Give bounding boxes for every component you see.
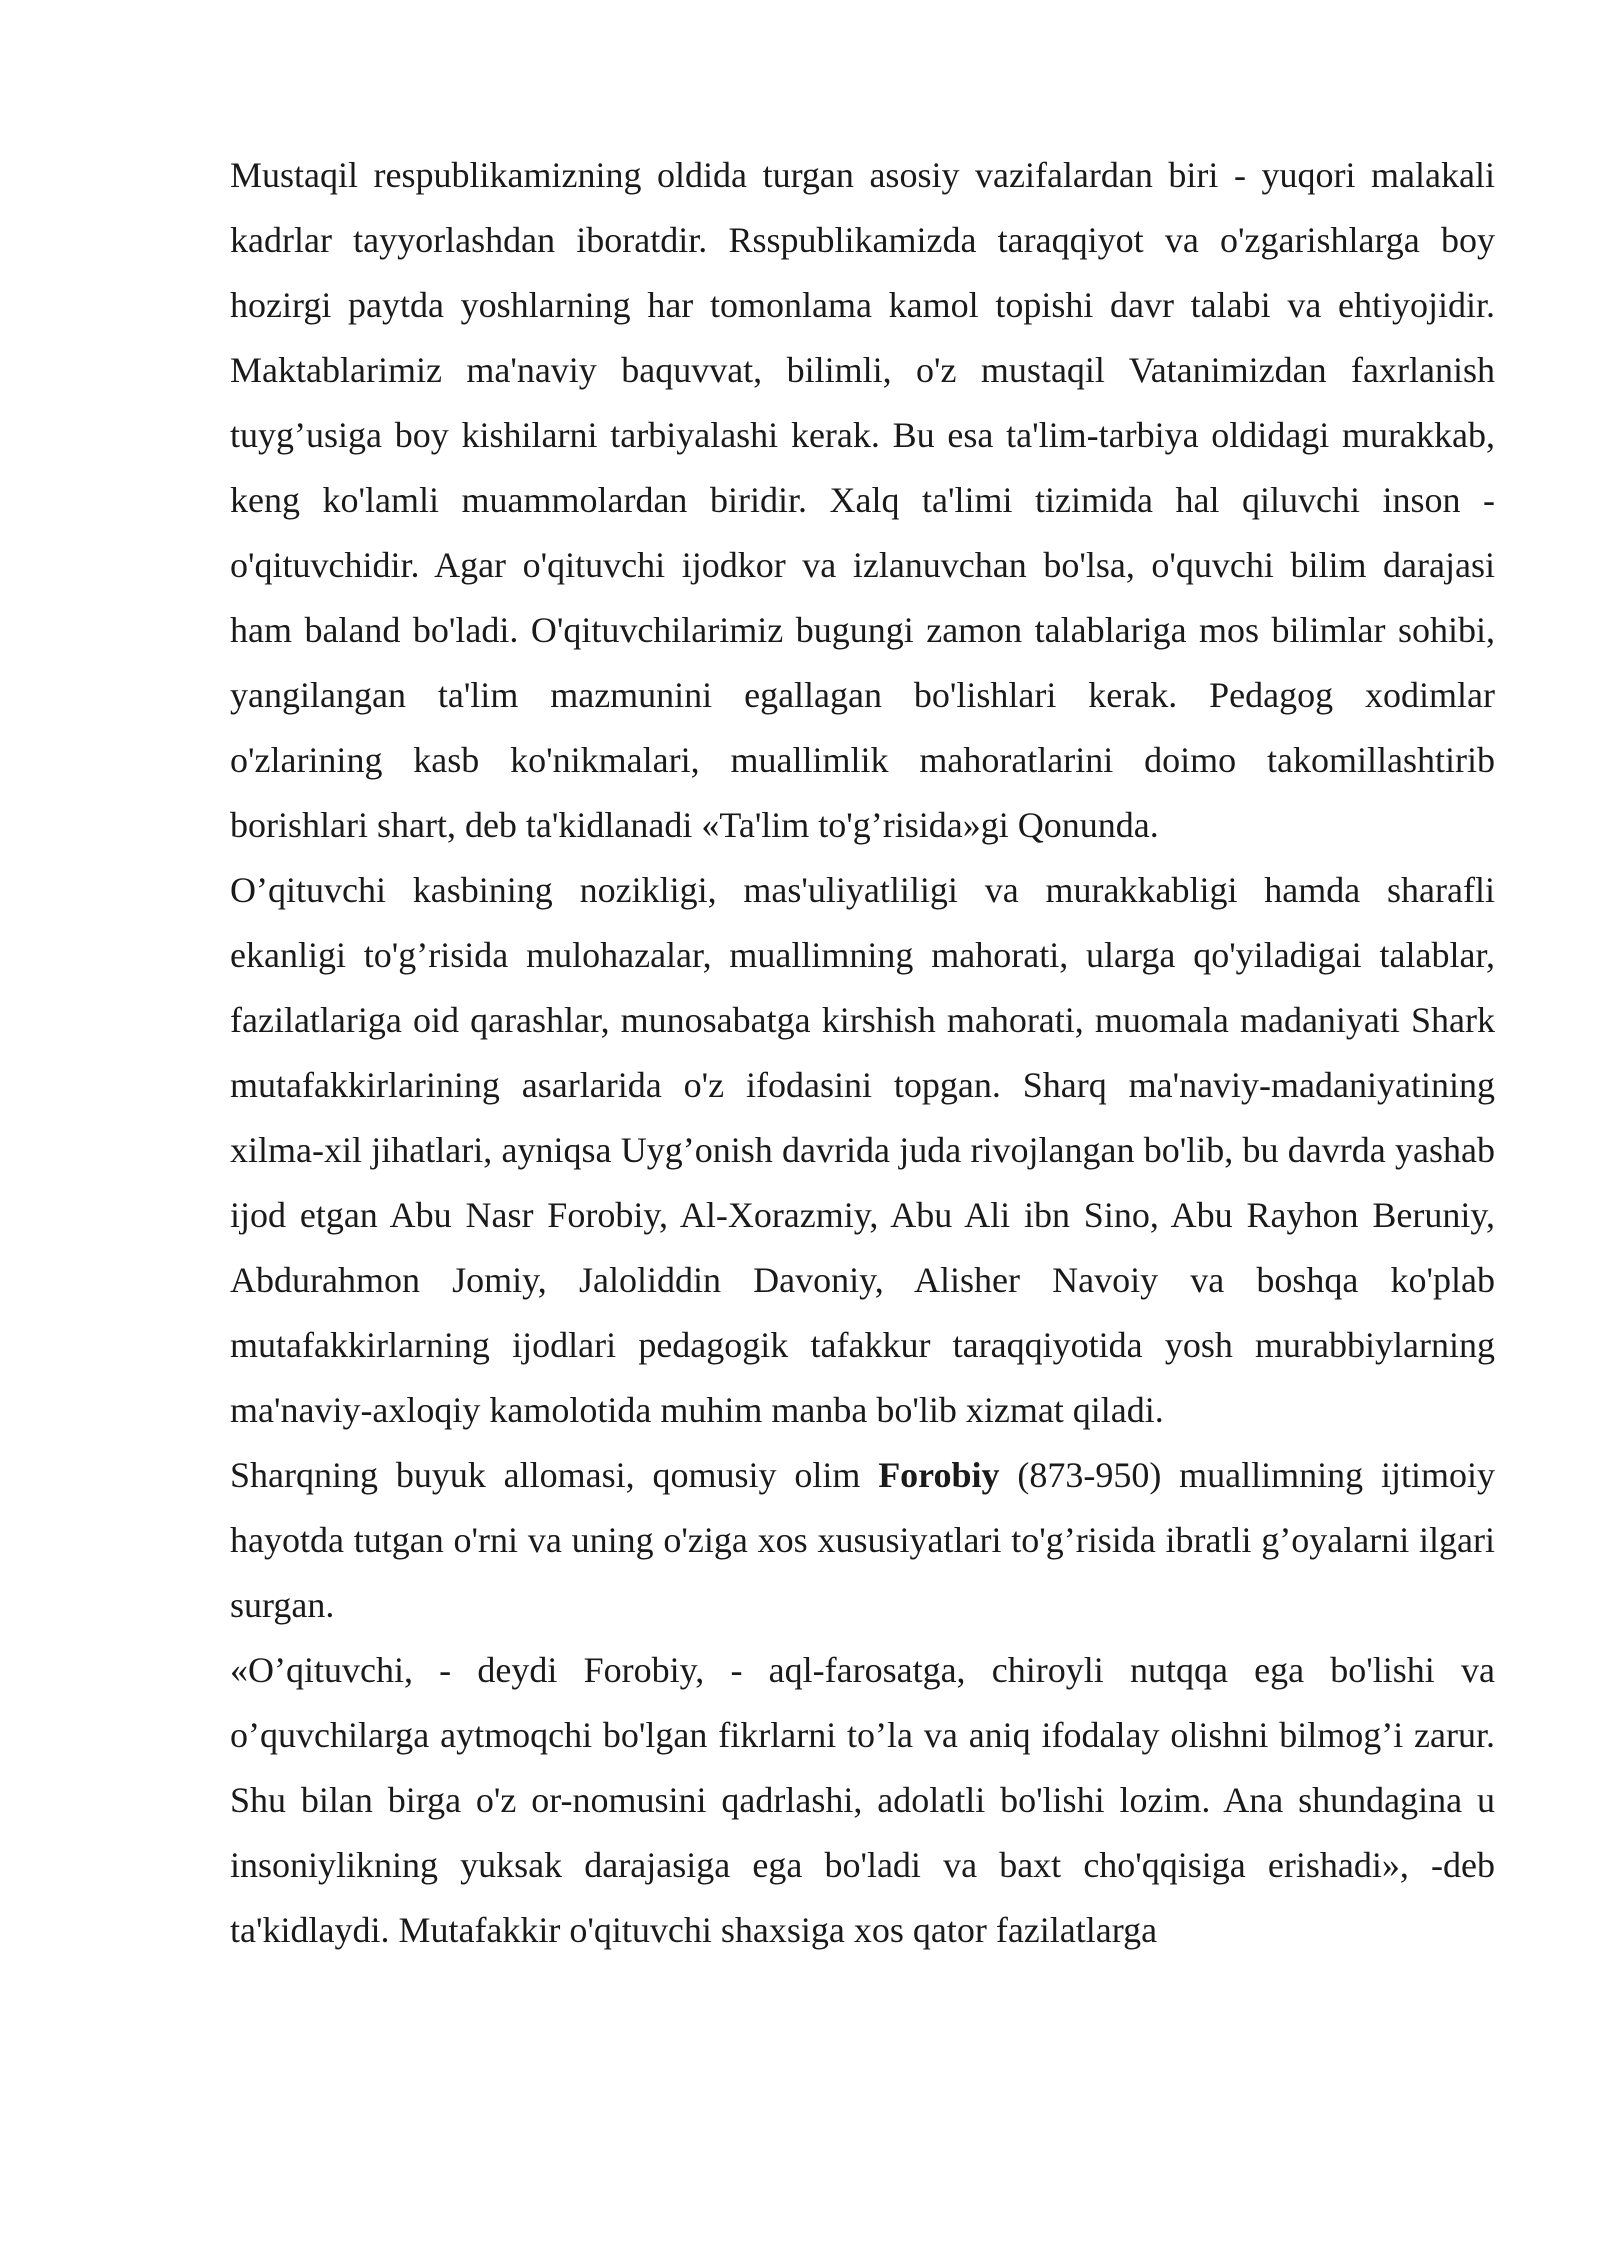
paragraph-eastern-thinkers: O’qituvchi kasbining nozikligi, mas'uliyatliligi va murakkabligi hamda sharafli ekanligi to'g’risida mulohazalar, muallimning mahorati, ularga qo'yiladigai talablar, fazilatlariga oid qarashlar, munosabatga kirshish mahorati, muomala madaniyati Shark mutafakkirlarining asarlarida o'z ifodasini topgan. Sharq ma'naviy-madaniyatining xilma-xil jihatlari, ayniqsa Uyg’onish davrida juda rivojlangan bo'lib, bu davrda yashab ijod etgan Abu Nasr Forobiy, Al-Xorazmiy, Abu Ali ibn Sino, Abu Rayhon Beruniy, Abdurahmon Jomiy, Jaloliddin Davoniy, Alisher Navoiy va boshqa ko'plab mutafakkirlarning ijodlari pedagogik tafakkur taraqqiyotida yosh murabbiylarning ma'naviy-axloqiy kamolotida muhim manba bo'lib xizmat qiladi.: [230, 870, 1495, 1430]
paragraph-intro: Mustaqil respublikamizning oldida turgan asosiy vazifalardan biri - yuqori malakali kadrlar tayyorlashdan iboratdir. Rsspublikamizda taraqqiyot va o'zgarishlarga boy hozirgi paytda yoshlarning har tomonlama kamol topishi davr talabi va ehtiyojidir. Maktablarimiz ma'naviy baquvvat, bilimli, o'z mustaqil Vatanimizdan faxrlanish tuyg’usiga boy kishilarni tarbiyalashi kerak. Bu esa ta'lim-tarbiya oldidagi murakkab, keng ko'lamli muammolardan biridir. Xalq ta'limi tizimida hal qiluvchi inson - o'qituvchidir. Agar o'qituvchi ijodkor va izlanuvchan bo'lsa, o'quvchi bilim darajasi ham baland bo'ladi. O'qituvchilarimiz bugungi zamon talablariga mos bilimlar sohibi, yangilangan ta'lim mazmunini egallagan bo'lishlari kerak. Pedagog xodimlar o'zlarining kasb ko'nikmalari, muallimlik mahoratlarini doimo takomillashtirib borishlari shart, deb ta'kidlanadi «Ta'lim to'g’risida»gi Qonunda.: [230, 155, 1495, 845]
paragraph-forobiy-quote: «O’qituvchi, - deydi Forobiy, - aql-farosatga, chiroyli nutqqa ega bo'lishi va o’quvchilarga aytmoqchi bo'lgan fikrlarni to’la va aniq ifodalay olishni bilmog’i zarur. Shu bilan birga o'z or-nomusini qadrlashi, adolatli bo'lishi lozim. Ana shundagina u insoniylikning yuksak darajasiga ega bo'ladi va baxt cho'qqisiga erishadi», -deb ta'kidlaydi. Mutafakkir o'qituvchi shaxsiga xos qator fazilatlarga: [230, 1650, 1495, 1950]
forobiy-name: Forobiy: [878, 1455, 1000, 1495]
paragraph-forobiy: [230, 1443, 1495, 1638]
document-body: [230, 143, 1495, 1963]
paragraph-forobiy-lead: Sharqning buyuk allomasi, qomusiy olim: [230, 1455, 879, 1495]
paragraph-forobiy-rest: (873-950) muallimning ijtimoiy hayotda tutgan o'rni va uning o'ziga xos xususiyatlari to'g’risida ibratli g’oyalarni ilgari surgan.: [230, 1455, 1496, 1625]
